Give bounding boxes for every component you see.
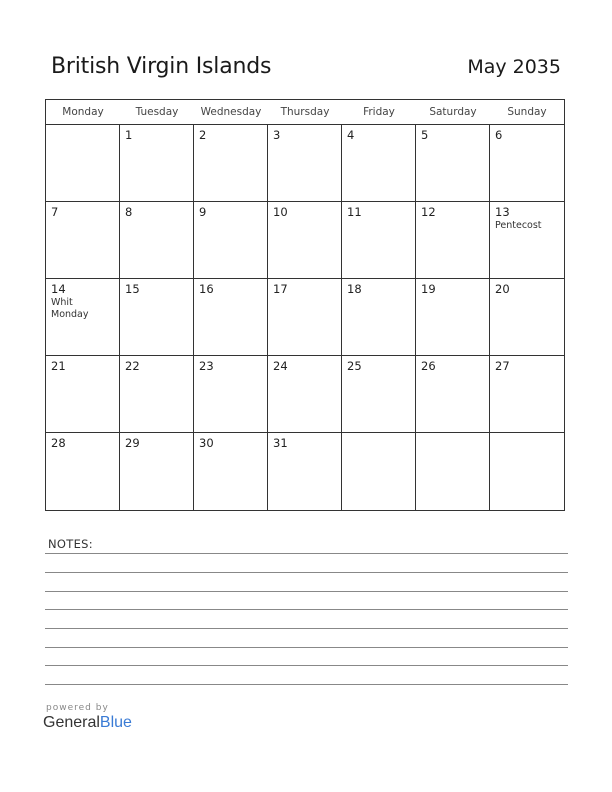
day-cell bbox=[46, 279, 120, 355]
day-number: 13 bbox=[495, 205, 510, 219]
day-number: 27 bbox=[495, 359, 510, 373]
notes-line bbox=[45, 609, 568, 610]
day-number: 29 bbox=[125, 436, 140, 450]
day-cell bbox=[342, 279, 416, 355]
calendar-week-row bbox=[46, 125, 564, 202]
notes-label: NOTES: bbox=[48, 537, 93, 551]
day-cell bbox=[46, 433, 120, 510]
day-cell bbox=[194, 433, 268, 510]
day-number: 22 bbox=[125, 359, 140, 373]
weekday-tuesday: Tuesday bbox=[135, 106, 179, 118]
weekday-saturday: Saturday bbox=[429, 106, 477, 118]
brand-name-general: General bbox=[43, 714, 100, 731]
day-cell bbox=[46, 125, 120, 201]
holiday-label: Pentecost bbox=[495, 220, 542, 231]
weekday-thursday: Thursday bbox=[280, 106, 330, 118]
day-cell bbox=[268, 279, 342, 355]
day-cell bbox=[194, 279, 268, 355]
day-number: 16 bbox=[199, 282, 214, 296]
day-number: 4 bbox=[347, 128, 355, 142]
day-number: 8 bbox=[125, 205, 133, 219]
holiday-label: Whit Monday bbox=[51, 297, 89, 320]
day-number: 26 bbox=[421, 359, 436, 373]
day-number: 28 bbox=[51, 436, 66, 450]
day-cell bbox=[342, 202, 416, 278]
day-number: 18 bbox=[347, 282, 362, 296]
day-number: 9 bbox=[199, 205, 207, 219]
day-cell bbox=[490, 356, 564, 432]
day-number: 2 bbox=[199, 128, 207, 142]
notes-line bbox=[45, 665, 568, 666]
notes-line bbox=[45, 572, 568, 573]
weekday-friday: Friday bbox=[363, 106, 395, 118]
day-number: 30 bbox=[199, 436, 214, 450]
day-number: 6 bbox=[495, 128, 503, 142]
day-cell bbox=[416, 356, 490, 432]
brand-tagline: powered by bbox=[46, 703, 109, 713]
weekday-header-row bbox=[46, 100, 564, 125]
calendar-week-row bbox=[46, 202, 564, 279]
day-number: 1 bbox=[125, 128, 133, 142]
day-cell bbox=[46, 356, 120, 432]
notes-line bbox=[45, 647, 568, 648]
day-number: 24 bbox=[273, 359, 288, 373]
day-cell bbox=[268, 125, 342, 201]
calendar-week-row bbox=[46, 433, 564, 510]
calendar-week-row bbox=[46, 279, 564, 356]
day-number: 10 bbox=[273, 205, 288, 219]
day-cell bbox=[268, 356, 342, 432]
day-cell bbox=[120, 279, 194, 355]
notes-line bbox=[45, 684, 568, 685]
day-cell bbox=[120, 125, 194, 201]
day-number: 7 bbox=[51, 205, 59, 219]
day-cell bbox=[490, 433, 564, 510]
day-cell bbox=[120, 356, 194, 432]
calendar-weeks bbox=[46, 125, 564, 510]
day-number: 3 bbox=[273, 128, 281, 142]
notes-line bbox=[45, 553, 568, 554]
notes-line bbox=[45, 591, 568, 592]
calendar-grid bbox=[45, 99, 565, 511]
notes-line bbox=[45, 628, 568, 629]
day-number: 15 bbox=[125, 282, 140, 296]
day-cell bbox=[120, 202, 194, 278]
brand-name bbox=[43, 714, 132, 732]
calendar-week-row bbox=[46, 356, 564, 433]
day-number: 11 bbox=[347, 205, 362, 219]
day-cell bbox=[194, 125, 268, 201]
generalblue-logo bbox=[43, 703, 132, 732]
day-number: 21 bbox=[51, 359, 66, 373]
weekday-sunday: Sunday bbox=[507, 106, 547, 118]
day-cell bbox=[490, 202, 564, 278]
day-number: 23 bbox=[199, 359, 214, 373]
day-number: 17 bbox=[273, 282, 288, 296]
calendar-month-title: May 2035 bbox=[467, 56, 561, 78]
day-number: 20 bbox=[495, 282, 510, 296]
day-number: 5 bbox=[421, 128, 429, 142]
day-cell bbox=[194, 202, 268, 278]
day-cell bbox=[268, 202, 342, 278]
day-number: 19 bbox=[421, 282, 436, 296]
day-number: 31 bbox=[273, 436, 288, 450]
day-number: 14 bbox=[51, 282, 66, 296]
day-cell bbox=[268, 433, 342, 510]
calendar-country-title: British Virgin Islands bbox=[51, 54, 272, 79]
weekday-monday: Monday bbox=[62, 106, 104, 118]
day-cell bbox=[194, 356, 268, 432]
day-cell bbox=[46, 202, 120, 278]
day-cell bbox=[342, 356, 416, 432]
weekday-wednesday: Wednesday bbox=[200, 106, 262, 118]
day-cell bbox=[416, 433, 490, 510]
day-number: 12 bbox=[421, 205, 436, 219]
day-cell bbox=[490, 125, 564, 201]
day-cell bbox=[416, 202, 490, 278]
day-number: 25 bbox=[347, 359, 362, 373]
brand-name-blue: Blue bbox=[99, 714, 132, 731]
day-cell bbox=[120, 433, 194, 510]
day-cell bbox=[342, 125, 416, 201]
day-cell bbox=[490, 279, 564, 355]
day-cell bbox=[342, 433, 416, 510]
day-cell bbox=[416, 125, 490, 201]
day-cell bbox=[416, 279, 490, 355]
